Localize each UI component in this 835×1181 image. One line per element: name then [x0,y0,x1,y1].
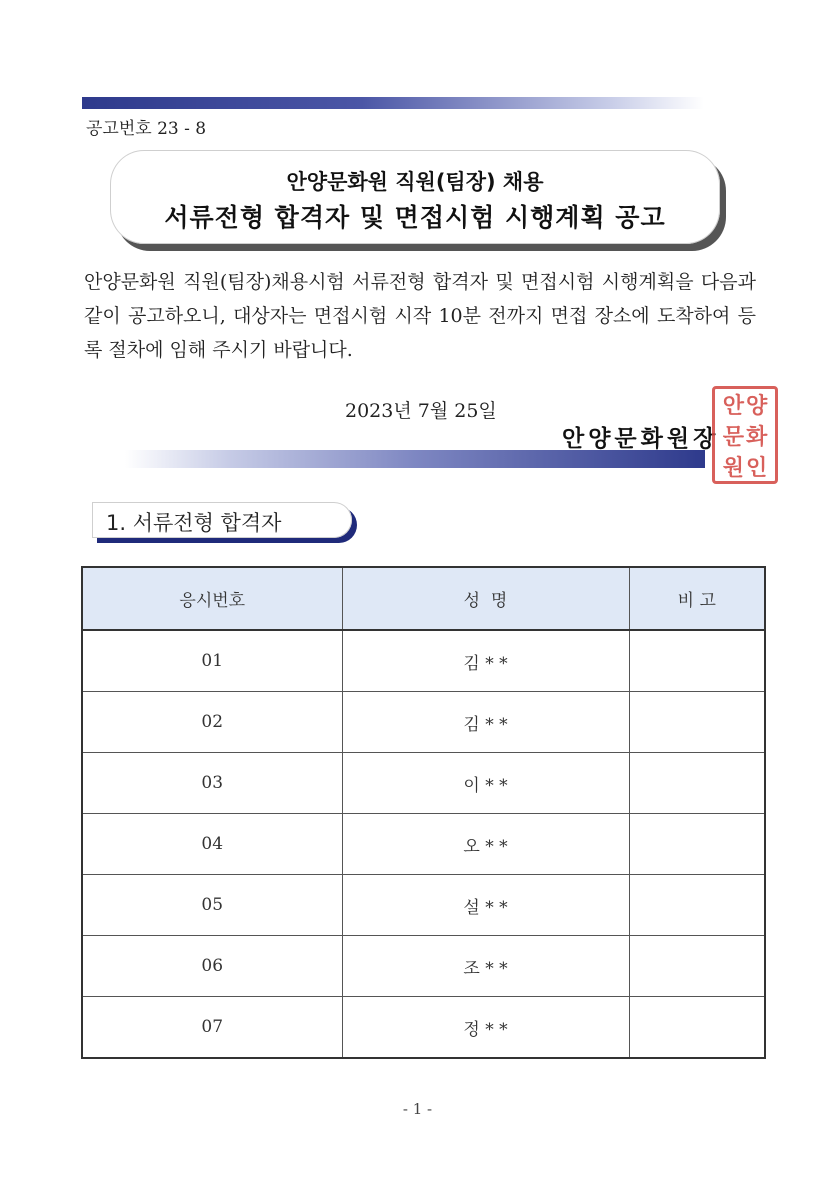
cell-name: 설 * * [342,875,629,936]
title-banner [110,150,720,244]
header-applicant-number: 응시번호 [82,567,342,630]
seal-char: 화 [746,424,768,450]
seal-char: 안 [722,393,744,419]
section-heading-tab [92,502,352,538]
notice-number: 공고번호 23 - 8 [86,119,207,139]
table-row [82,692,765,753]
seal-char: 인 [746,455,768,481]
cell-applicant-number: 02 [82,692,342,753]
cell-name: 조 * * [342,936,629,997]
cell-applicant-number: 04 [82,814,342,875]
title-line2: 서류전형 합격자 및 면접시험 시행계획 공고 [164,203,666,232]
announcement-date: 2023년 7월 25일 [345,400,497,422]
seal-char: 문 [722,424,744,450]
issuer-name: 안양문화원장 [562,425,720,452]
cell-remarks [629,753,765,814]
official-seal-stamp [712,386,778,484]
cell-name: 김 * * [342,692,629,753]
section-title: 1. 서류전형 합격자 [106,511,282,535]
table-row [82,936,765,997]
seal-char: 원 [722,455,744,481]
header-remarks: 비 고 [629,567,765,630]
cell-name: 이 * * [342,753,629,814]
cell-applicant-number: 06 [82,936,342,997]
title-line1: 안양문화원 직원(팀장) 채용 [286,170,544,194]
page-number: - 1 - [402,1100,433,1118]
table-row [82,997,765,1059]
cell-remarks [629,875,765,936]
cell-name: 오 * * [342,814,629,875]
cell-applicant-number: 03 [82,753,342,814]
cell-name: 김 * * [342,630,629,692]
announcement-paragraph: 안양문화원 직원(팀장)채용시험 서류전형 합격자 및 면접시험 시행계획을 다음과 같이 공고하오니, 대상자는 면접시험 시작 10분 전까지 면접 장소에 도착하여 등록 절차에 임해 주시기 바랍니다. [84,271,756,361]
table-row [82,630,765,692]
cell-applicant-number: 05 [82,875,342,936]
passed-applicants-table [81,566,766,1059]
cell-remarks [629,936,765,997]
table-row [82,753,765,814]
cell-name: 정 * * [342,997,629,1059]
cell-applicant-number: 01 [82,630,342,692]
cell-remarks [629,997,765,1059]
seal-char: 양 [746,393,768,419]
cell-applicant-number: 07 [82,997,342,1059]
top-decorative-bar [82,97,704,109]
table-row [82,875,765,936]
cell-remarks [629,630,765,692]
table-header-row [82,567,765,630]
cell-remarks [629,814,765,875]
table-row [82,814,765,875]
cell-remarks [629,692,765,753]
header-name: 성 명 [342,567,629,630]
